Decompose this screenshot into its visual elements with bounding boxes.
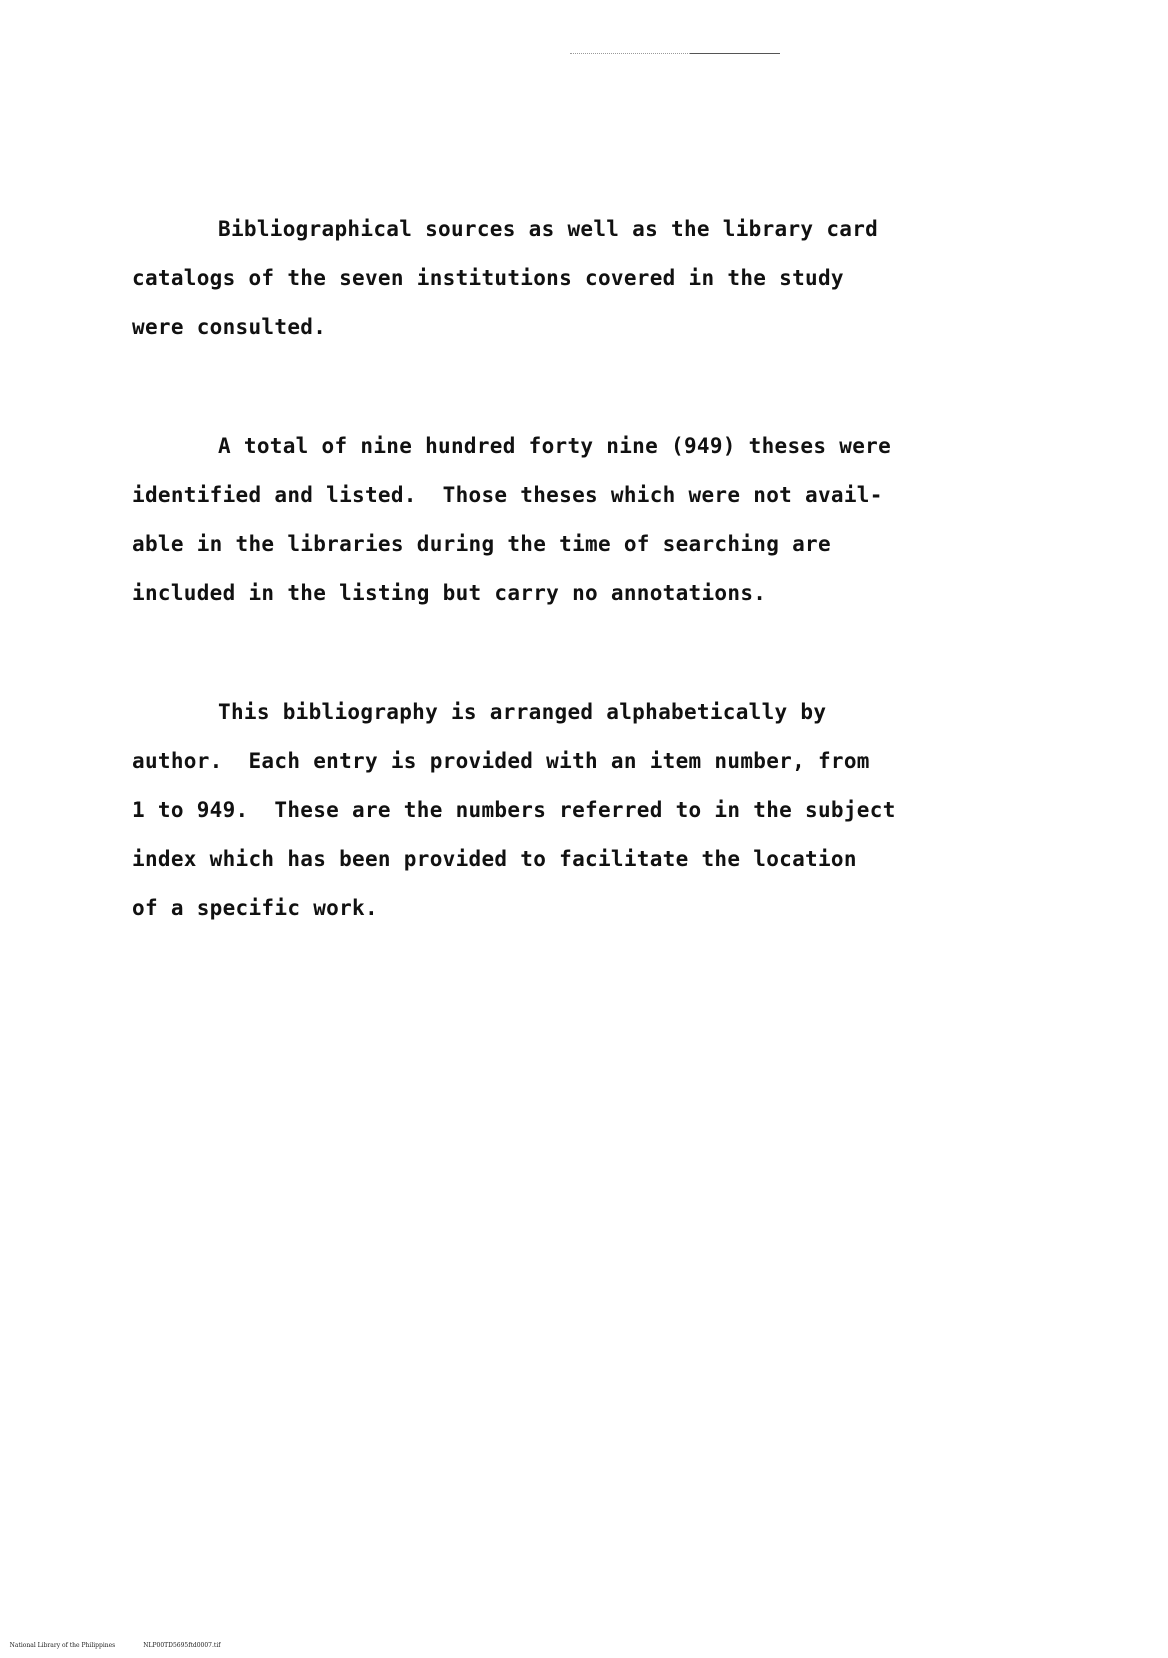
scan-top-rule-mark bbox=[690, 53, 780, 54]
text-line: of a specific work. bbox=[132, 896, 378, 920]
text-line: able in the libraries during the time of searching are bbox=[132, 532, 831, 556]
text-line: 1 to 949. These are the numbers referred to in the subject bbox=[132, 798, 896, 822]
text-line: included in the listing but carry no annotations. bbox=[132, 581, 767, 605]
text-line: Bibliographical sources as well as the library card bbox=[218, 217, 879, 241]
scan-footer bbox=[2, 1635, 220, 1656]
text-line: catalogs of the seven institutions covered in the study bbox=[132, 266, 844, 290]
footer-filename: NLP00TD5695ftd0007.tif bbox=[143, 1642, 221, 1649]
text-line: A total of nine hundred forty nine (949) theses were bbox=[218, 434, 892, 458]
paragraph-arrangement bbox=[132, 688, 1022, 933]
paragraph-sources bbox=[132, 205, 1022, 352]
document-body bbox=[132, 205, 1022, 1003]
text-line: This bibliography is arranged alphabetically by bbox=[218, 700, 827, 724]
text-line: were consulted. bbox=[132, 315, 327, 339]
paragraph-total-theses bbox=[132, 422, 1022, 618]
footer-source: National Library of the Philippines bbox=[9, 1642, 116, 1649]
text-line: identified and listed. Those theses which were not avail- bbox=[132, 483, 883, 507]
text-line: index which has been provided to facilitate the location bbox=[132, 847, 857, 871]
text-line: author. Each entry is provided with an item number, from bbox=[132, 749, 870, 773]
